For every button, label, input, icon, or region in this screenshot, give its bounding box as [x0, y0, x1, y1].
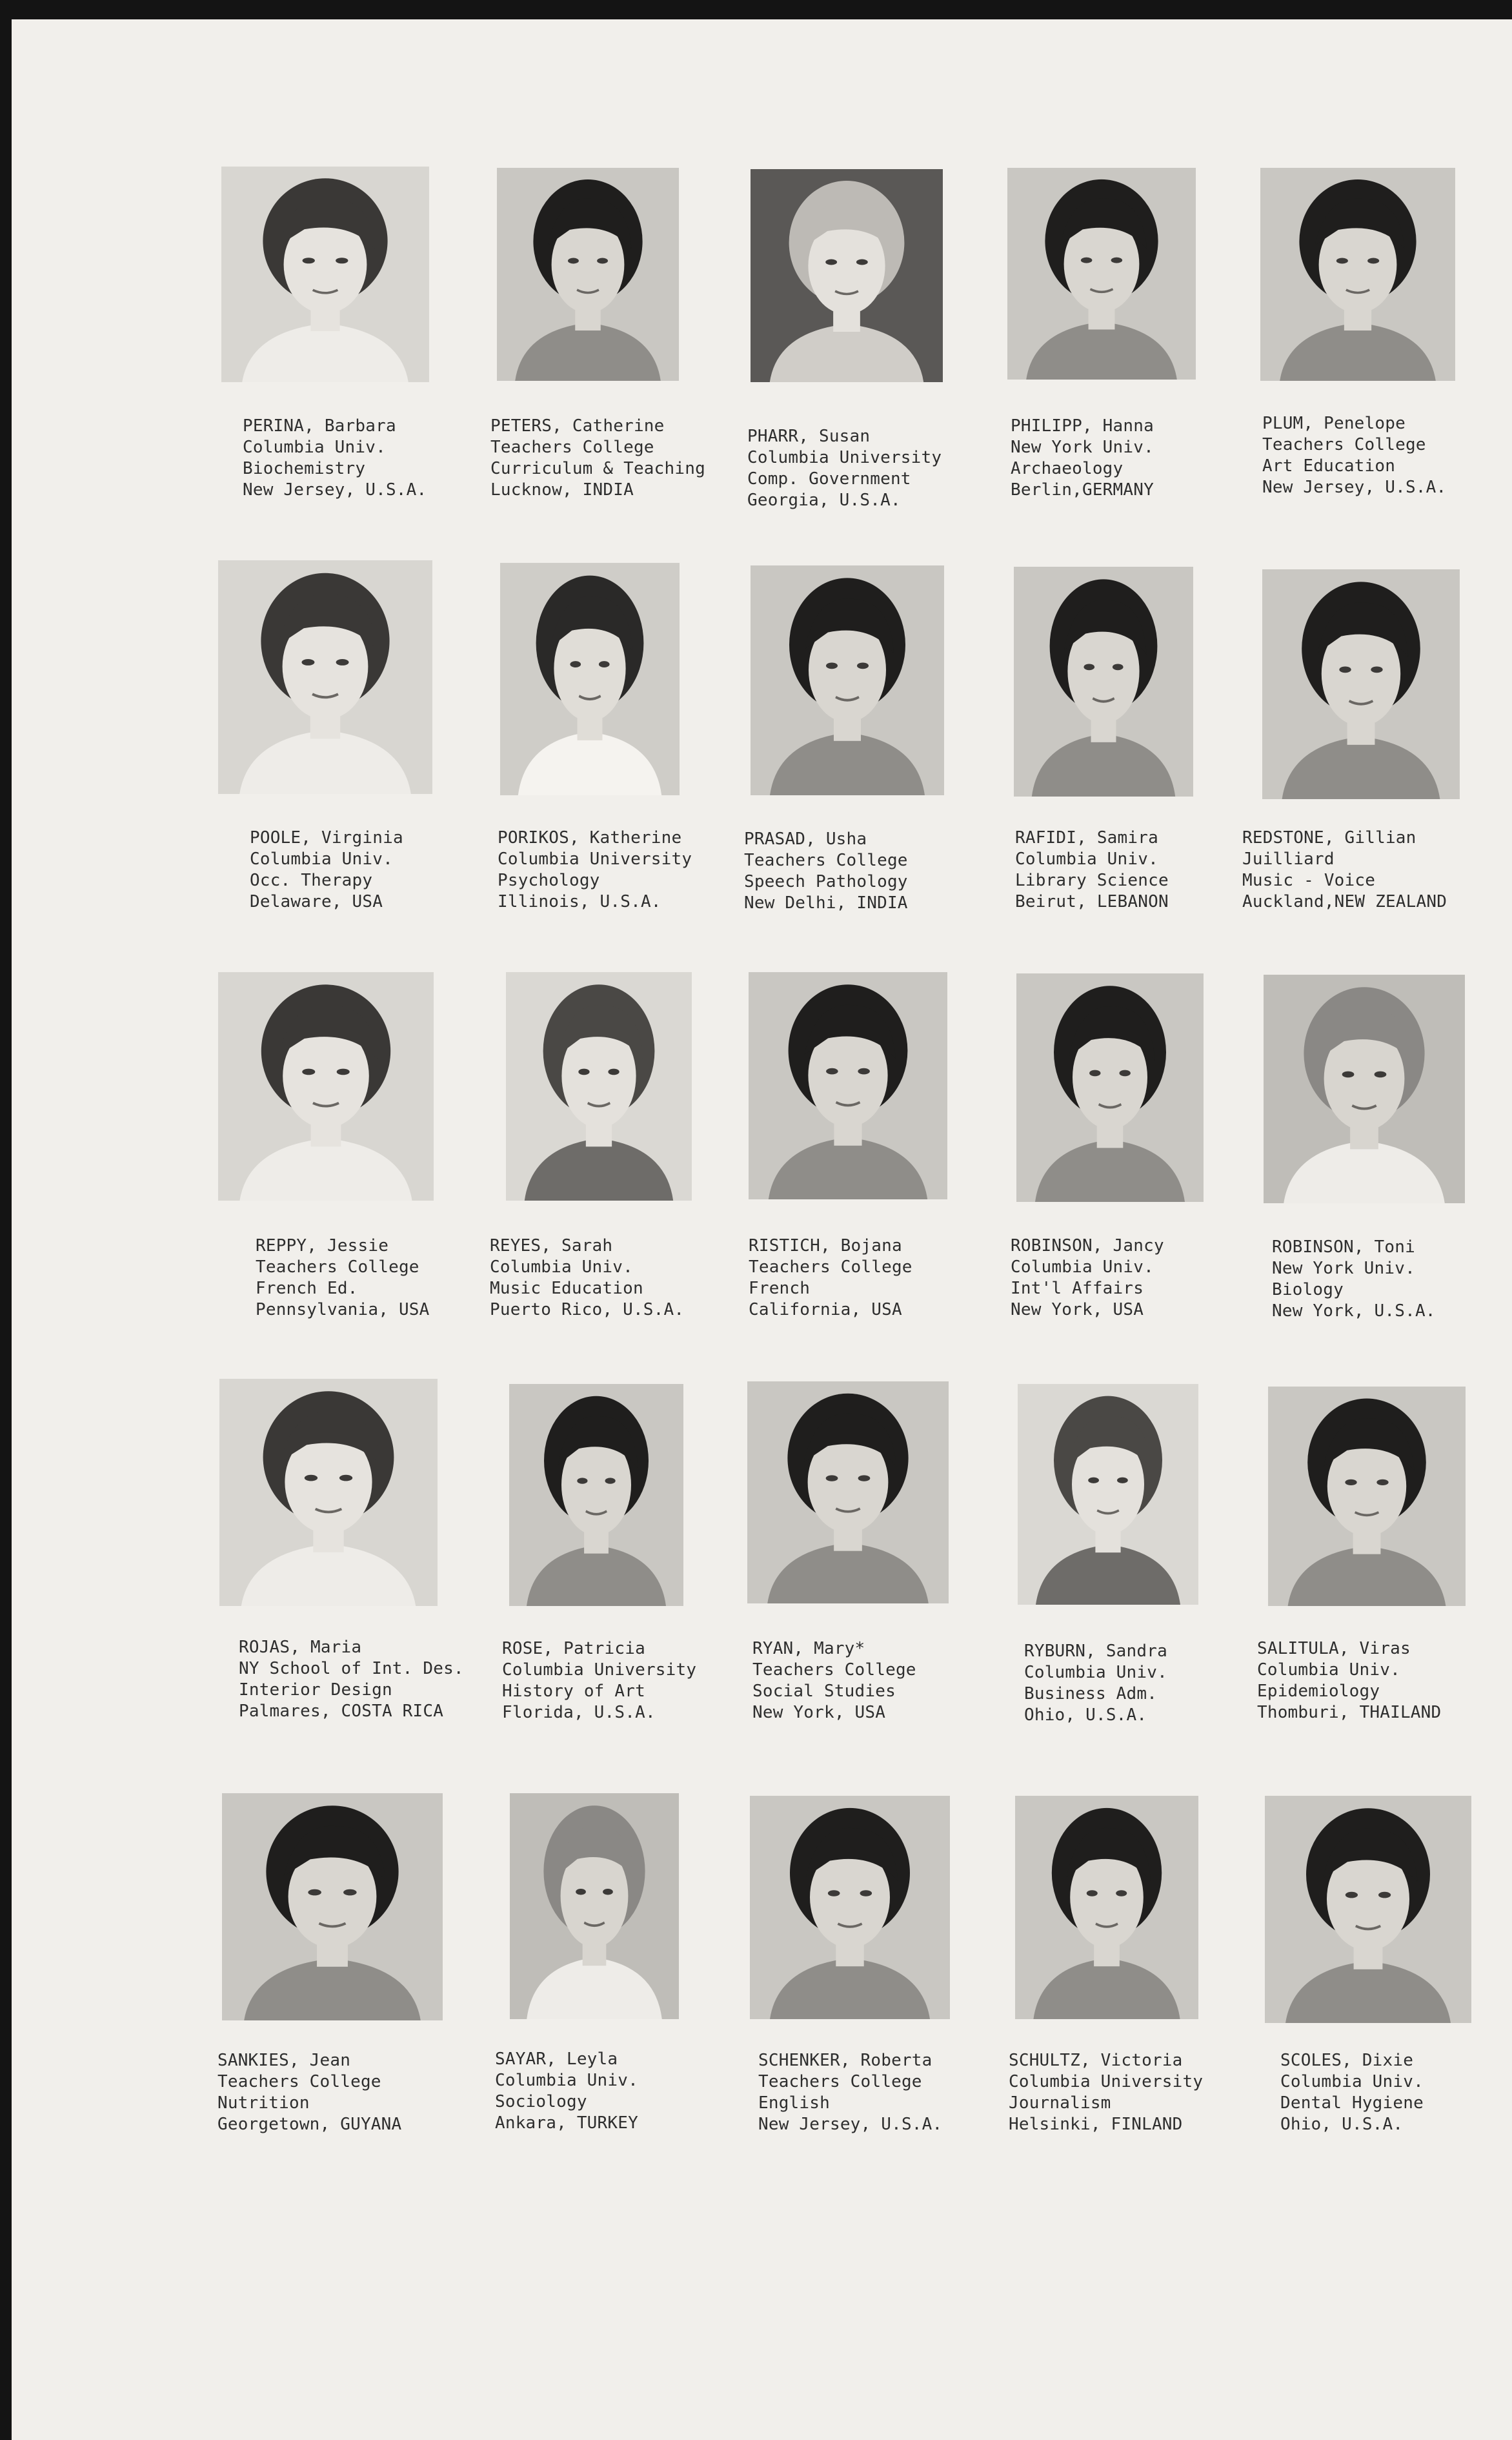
hometown: Illinois, U.S.A. [498, 892, 661, 911]
portrait-photo [218, 972, 434, 1201]
portrait-photo [1018, 1384, 1198, 1605]
portrait-photo [218, 560, 432, 794]
institution: Columbia Univ. [243, 438, 386, 457]
student-caption [490, 416, 705, 501]
portrait-photo [221, 167, 429, 382]
hometown: New York, USA [752, 1703, 886, 1722]
portrait-photo [1016, 973, 1204, 1202]
institution: Columbia Univ. [490, 1257, 633, 1277]
field-of-study: Library Science [1015, 871, 1169, 890]
institution: Columbia Univ. [1257, 1660, 1400, 1680]
hometown: Georgetown, GUYANA [217, 2115, 402, 2134]
student-name: RYAN, Mary* [752, 1639, 865, 1658]
student-name: RAFIDI, Samira [1015, 828, 1158, 848]
student-name: ROJAS, Maria [239, 1638, 362, 1657]
field-of-study: Curriculum & Teaching [490, 459, 705, 478]
institution: Columbia Univ. [1015, 849, 1158, 869]
portrait-photo [1265, 1796, 1471, 2023]
student-name: REPPY, Jessie [256, 1236, 389, 1256]
student-caption [502, 1638, 696, 1723]
student-name: ROBINSON, Toni [1272, 1237, 1415, 1257]
hometown: Ohio, U.S.A. [1024, 1705, 1147, 1725]
hometown: New Jersey, U.S.A. [758, 2115, 943, 2134]
student-caption [752, 1638, 916, 1723]
student-caption [256, 1235, 430, 1321]
student-caption [749, 1235, 912, 1321]
student-name: PETERS, Catherine [490, 416, 665, 436]
portrait-photo [1007, 168, 1196, 380]
student-name: SANKIES, Jean [217, 2051, 351, 2070]
hometown: Ankara, TURKEY [495, 2113, 638, 2133]
student-caption [1015, 828, 1169, 913]
portrait-photo [751, 169, 943, 382]
portrait-photo [1268, 1387, 1466, 1606]
student-caption [250, 828, 403, 913]
student-caption [243, 416, 427, 501]
student-caption [1262, 413, 1446, 498]
student-caption [1280, 2050, 1424, 2135]
hometown: New Jersey, U.S.A. [243, 480, 427, 500]
student-caption [1242, 828, 1447, 913]
student-caption [1272, 1237, 1436, 1322]
field-of-study: Speech Pathology [744, 872, 908, 891]
field-of-study: Nutrition [217, 2093, 310, 2113]
portrait-photo [500, 563, 680, 795]
field-of-study: Archaeology [1011, 459, 1124, 478]
portrait-photo [510, 1793, 679, 2019]
field-of-study: History of Art [502, 1682, 645, 1701]
hometown: Helsinki, FINLAND [1009, 2115, 1183, 2134]
hometown: Lucknow, INDIA [490, 480, 634, 500]
institution: Columbia Univ. [1280, 2072, 1424, 2091]
hometown: Puerto Rico, U.S.A. [490, 1300, 685, 1319]
field-of-study: Art Education [1262, 456, 1396, 476]
student-name: ROSE, Patricia [502, 1639, 645, 1658]
institution: Juilliard [1242, 849, 1335, 869]
field-of-study: Int'l Affairs [1011, 1279, 1144, 1298]
portrait-photo [222, 1793, 443, 2020]
student-name: PHARR, Susan [747, 427, 871, 446]
student-name: RISTICH, Bojana [749, 1236, 902, 1256]
institution: Teachers College [752, 1660, 916, 1680]
portrait-photo [749, 972, 947, 1199]
student-caption [1024, 1641, 1167, 1726]
institution: Teachers College [217, 2072, 381, 2091]
institution: Columbia Univ. [1011, 1257, 1154, 1277]
portrait-photo [219, 1379, 438, 1606]
student-caption [1257, 1638, 1441, 1723]
student-name: POOLE, Virginia [250, 828, 403, 848]
field-of-study: Interior Design [239, 1680, 392, 1700]
institution: Teachers College [256, 1257, 419, 1277]
field-of-study: Social Studies [752, 1682, 896, 1701]
field-of-study: Sociology [495, 2092, 587, 2111]
portrait-photo [506, 972, 692, 1201]
student-name: PLUM, Penelope [1262, 414, 1406, 433]
portrait-photo [1014, 567, 1193, 797]
institution: NY School of Int. Des. [239, 1659, 464, 1678]
field-of-study: Dental Hygiene [1280, 2093, 1424, 2113]
portrait-photo [1015, 1796, 1198, 2019]
student-name: SCOLES, Dixie [1280, 2051, 1414, 2070]
institution: Teachers College [758, 2072, 922, 2091]
hometown: Palmares, COSTA RICA [239, 1702, 444, 1721]
hometown: New Jersey, U.S.A. [1262, 478, 1447, 497]
student-caption [1011, 1235, 1164, 1321]
student-name: REDSTONE, Gillian [1242, 828, 1416, 848]
field-of-study: French [749, 1279, 811, 1298]
student-caption [758, 2050, 942, 2135]
hometown: Auckland,NEW ZEALAND [1242, 892, 1447, 911]
field-of-study: Biochemistry [243, 459, 366, 478]
student-caption [217, 2050, 401, 2135]
portrait-photo [751, 565, 944, 795]
portrait-photo [1262, 569, 1460, 799]
student-name: PRASAD, Usha [744, 829, 867, 849]
field-of-study: Business Adm. [1024, 1684, 1158, 1703]
hometown: New York, U.S.A. [1272, 1301, 1436, 1321]
student-name: SALITULA, Viras [1257, 1639, 1411, 1658]
institution: Columbia University [498, 849, 692, 869]
student-name: SCHULTZ, Victoria [1009, 2051, 1183, 2070]
portrait-photo [750, 1796, 950, 2019]
field-of-study: Comp. Government [747, 469, 911, 489]
institution: New York Univ. [1272, 1259, 1415, 1278]
hometown: New York, USA [1011, 1300, 1144, 1319]
hometown: Thomburi, THAILAND [1257, 1703, 1442, 1722]
student-caption [495, 2049, 638, 2134]
student-name: SCHENKER, Roberta [758, 2051, 932, 2070]
student-caption [747, 426, 942, 511]
field-of-study: Epidemiology [1257, 1682, 1380, 1701]
student-caption [744, 829, 908, 914]
hometown: New Delhi, INDIA [744, 893, 908, 913]
field-of-study: Psychology [498, 871, 600, 890]
institution: New York Univ. [1011, 438, 1154, 457]
institution: Columbia Univ. [495, 2071, 638, 2090]
hometown: California, USA [749, 1300, 902, 1319]
yearbook-page [12, 19, 1512, 2440]
field-of-study: Journalism [1009, 2093, 1111, 2113]
portrait-photo [1264, 975, 1465, 1203]
hometown: Georgia, U.S.A. [747, 491, 901, 510]
student-name: REYES, Sarah [490, 1236, 613, 1256]
field-of-study: Music - Voice [1242, 871, 1376, 890]
student-caption [1011, 416, 1154, 501]
hometown: Beirut, LEBANON [1015, 892, 1169, 911]
institution: Teachers College [1262, 435, 1426, 454]
field-of-study: French Ed. [256, 1279, 358, 1298]
student-name: SAYAR, Leyla [495, 2049, 618, 2069]
institution: Columbia Univ. [1024, 1663, 1167, 1682]
hometown: Ohio, U.S.A. [1280, 2115, 1404, 2134]
institution: Teachers College [490, 438, 654, 457]
hometown: Delaware, USA [250, 892, 383, 911]
portrait-photo [509, 1384, 683, 1606]
field-of-study: English [758, 2093, 830, 2113]
student-name: PERINA, Barbara [243, 416, 396, 436]
field-of-study: Music Education [490, 1279, 643, 1298]
student-name: PORIKOS, Katherine [498, 828, 682, 848]
student-caption [1009, 2050, 1203, 2135]
institution: Teachers College [749, 1257, 912, 1277]
institution: Columbia University [747, 448, 942, 467]
portrait-photo [747, 1381, 949, 1603]
portrait-photo [1260, 168, 1455, 381]
institution: Columbia University [502, 1660, 697, 1680]
institution: Columbia Univ. [250, 849, 393, 869]
student-name: ROBINSON, Jancy [1011, 1236, 1164, 1256]
hometown: Pennsylvania, USA [256, 1300, 430, 1319]
student-name: RYBURN, Sandra [1024, 1642, 1167, 1661]
field-of-study: Biology [1272, 1280, 1344, 1299]
institution: Columbia University [1009, 2072, 1204, 2091]
hometown: Florida, U.S.A. [502, 1703, 656, 1722]
student-caption [239, 1637, 464, 1722]
portrait-photo [497, 168, 679, 381]
student-name: PHILIPP, Hanna [1011, 416, 1154, 436]
student-caption [490, 1235, 684, 1321]
field-of-study: Occ. Therapy [250, 871, 373, 890]
institution: Teachers College [744, 851, 908, 870]
student-caption [498, 828, 692, 913]
hometown: Berlin,GERMANY [1011, 480, 1154, 500]
